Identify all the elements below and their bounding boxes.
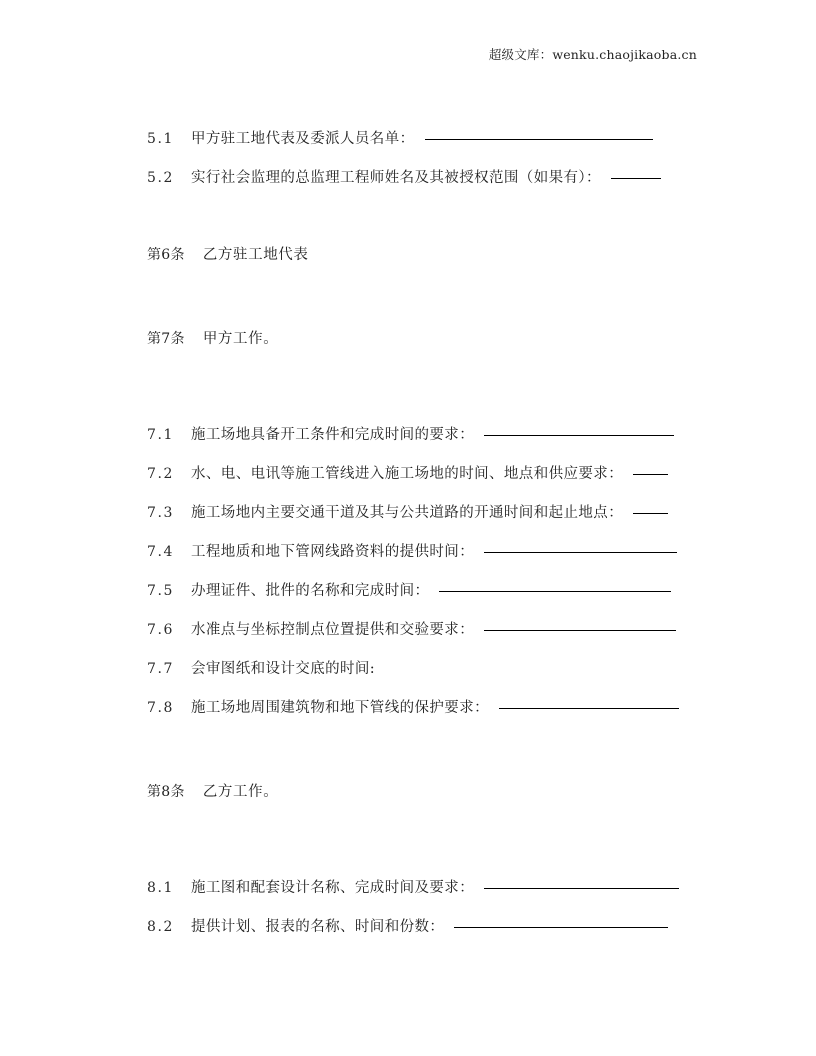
section-heading-6 <box>147 244 699 266</box>
fill-in-blank-line[interactable] <box>484 435 674 436</box>
section-label: 第8条 <box>147 784 185 800</box>
clause-text: 实行社会监理的总监理工程师姓名及其被授权范围（如果有）： <box>191 170 601 186</box>
fill-in-blank-line[interactable] <box>454 927 668 928</box>
clause-text: 办理证件、批件的名称和完成时间： <box>191 583 430 599</box>
section-heading-8 <box>147 781 699 803</box>
clause-text: 会审图纸和设计交底的时间: <box>191 661 376 677</box>
spacer <box>147 719 699 781</box>
section-label: 第6条 <box>147 247 185 263</box>
clause-8-1 <box>147 877 699 899</box>
clause-7-8 <box>147 697 699 719</box>
spacer <box>147 350 699 424</box>
clause-7-7 <box>147 658 699 680</box>
fill-in-blank-line[interactable] <box>439 591 671 592</box>
clause-number: 8.2 <box>147 919 175 935</box>
spacer <box>147 266 699 328</box>
fill-in-blank-line[interactable] <box>611 178 661 179</box>
clause-number: 7.8 <box>147 700 175 716</box>
spacer <box>147 899 699 916</box>
document-body <box>147 128 699 938</box>
fill-in-blank-line[interactable] <box>425 139 653 140</box>
spacer <box>147 680 699 697</box>
spacer <box>147 803 699 877</box>
clause-5-1 <box>147 128 699 150</box>
clause-number: 7.7 <box>147 661 175 677</box>
clause-number: 7.4 <box>147 544 175 560</box>
spacer <box>147 524 699 541</box>
spacer <box>147 189 699 244</box>
clause-7-1 <box>147 424 699 446</box>
clause-number: 8.1 <box>147 880 175 896</box>
clause-7-6 <box>147 619 699 641</box>
clause-8-2 <box>147 916 699 938</box>
clause-text: 提供计划、报表的名称、时间和份数： <box>191 919 445 935</box>
section-title: 甲方工作。 <box>202 331 279 347</box>
spacer <box>147 602 699 619</box>
fill-in-blank-line[interactable] <box>499 708 679 709</box>
section-title: 乙方工作。 <box>202 784 279 800</box>
clause-text: 甲方驻工地代表及委派人员名单： <box>191 131 415 147</box>
clause-text: 施工场地周围建筑物和地下管线的保护要求： <box>191 700 489 716</box>
spacer <box>147 641 699 658</box>
section-label: 第7条 <box>147 331 185 347</box>
clause-text: 水准点与坐标控制点位置提供和交验要求： <box>191 622 475 638</box>
clause-number: 7.3 <box>147 505 175 521</box>
clause-7-2 <box>147 463 699 485</box>
clause-5-2 <box>147 167 699 189</box>
spacer <box>147 485 699 502</box>
fill-in-blank-line[interactable] <box>484 888 679 889</box>
section-heading-7 <box>147 328 699 350</box>
fill-in-blank-line[interactable] <box>633 474 668 475</box>
clause-text: 水、电、电讯等施工管线进入施工场地的时间、地点和供应要求： <box>191 466 624 482</box>
fill-in-blank-line[interactable] <box>484 630 676 631</box>
spacer <box>147 446 699 463</box>
clause-7-4 <box>147 541 699 563</box>
clause-text: 工程地质和地下管网线路资料的提供时间： <box>191 544 475 560</box>
clause-text: 施工场地内主要交通干道及其与公共道路的开通时间和起止地点： <box>191 505 624 521</box>
section-title: 乙方驻工地代表 <box>202 247 309 263</box>
spacer <box>147 563 699 580</box>
clause-number: 5.2 <box>147 170 175 186</box>
clause-7-5 <box>147 580 699 602</box>
clause-text: 施工场地具备开工条件和完成时间的要求： <box>191 427 475 443</box>
spacer <box>147 150 699 167</box>
header-watermark-note: 超级文库：wenku.chaojikaoba.cn <box>488 47 697 62</box>
clause-number: 7.1 <box>147 427 175 443</box>
clause-number: 5.1 <box>147 131 175 147</box>
clause-number: 7.2 <box>147 466 175 482</box>
clause-number: 7.5 <box>147 583 175 599</box>
clause-text: 施工图和配套设计名称、完成时间及要求： <box>191 880 475 896</box>
fill-in-blank-line[interactable] <box>633 513 668 514</box>
clause-7-3 <box>147 502 699 524</box>
fill-in-blank-line[interactable] <box>484 552 677 553</box>
clause-number: 7.6 <box>147 622 175 638</box>
